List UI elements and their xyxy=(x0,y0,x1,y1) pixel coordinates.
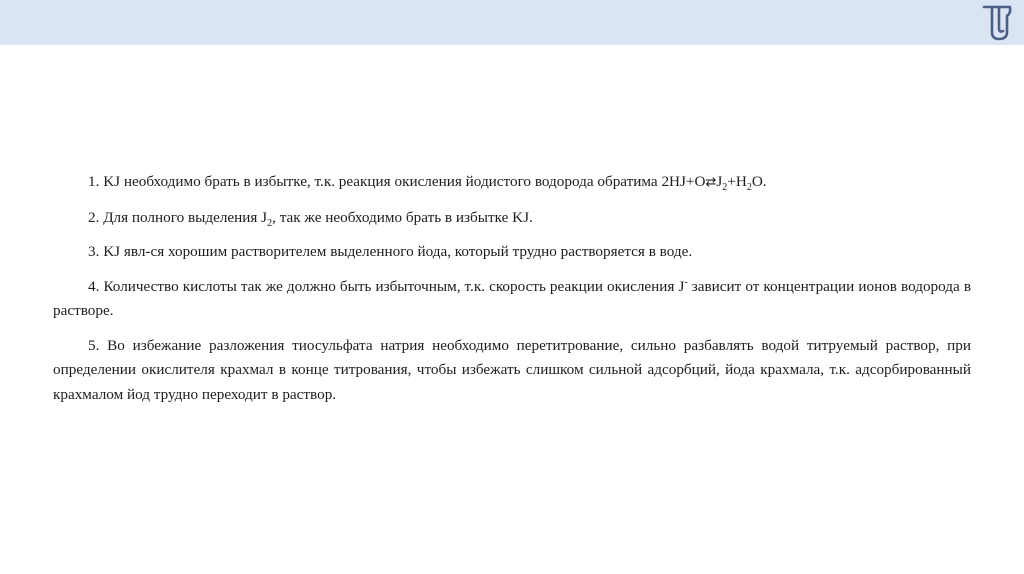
item-text: Количество кислоты так же должно быть избыточным, т.к. скорость реакции окисления J xyxy=(99,277,685,295)
item-text: KJ явл-ся хорошим растворителем выделенного йода, который трудно растворяется в воде. xyxy=(99,243,693,260)
formula-o: O. xyxy=(751,173,767,190)
item-number: 2. xyxy=(88,208,100,226)
item-text: Для полного выделения J xyxy=(99,208,268,226)
list-item xyxy=(53,170,971,196)
item-number: 1. xyxy=(88,173,100,190)
text-content xyxy=(53,170,971,417)
university-monogram-icon xyxy=(980,2,1014,42)
j-superscript: - xyxy=(684,276,688,288)
item-number: 5. xyxy=(88,336,100,354)
item-text: KJ необходимо брать в избытке, т.к. реакция окисления йодистого водорода обратима 2HJ+O xyxy=(99,173,706,190)
list-item xyxy=(53,334,971,408)
item-number: 4. xyxy=(88,277,100,295)
list-item xyxy=(53,240,971,265)
reversible-arrow: ⇄ xyxy=(705,175,717,190)
j-subscript: 2 xyxy=(267,217,273,229)
formula-j: J xyxy=(716,173,723,190)
item-text-end: , так же необходимо брать в избытке KJ. xyxy=(272,208,533,226)
item-number: 3. xyxy=(88,243,100,260)
formula-h: +H xyxy=(727,173,747,190)
formula-h-subscript: 2 xyxy=(746,182,752,194)
item-text: Во избежание разложения тиосульфата натрия необходимо перетитрование, сильно разбавлять водой титруемый раствор, при определении окислителя крахмал в конце титрования, чтобы избежать слишком сильной адсорбций, йода крахмала, т.к. адсорбированный крахмалом йод трудно переходит в раствор. xyxy=(53,336,971,403)
item-text-end: зависит от концентрации ионов водорода в растворе. xyxy=(53,277,971,319)
header-band xyxy=(0,0,1024,45)
list-item xyxy=(53,206,971,231)
list-item xyxy=(53,275,971,324)
formula-j-subscript: 2 xyxy=(722,182,728,194)
